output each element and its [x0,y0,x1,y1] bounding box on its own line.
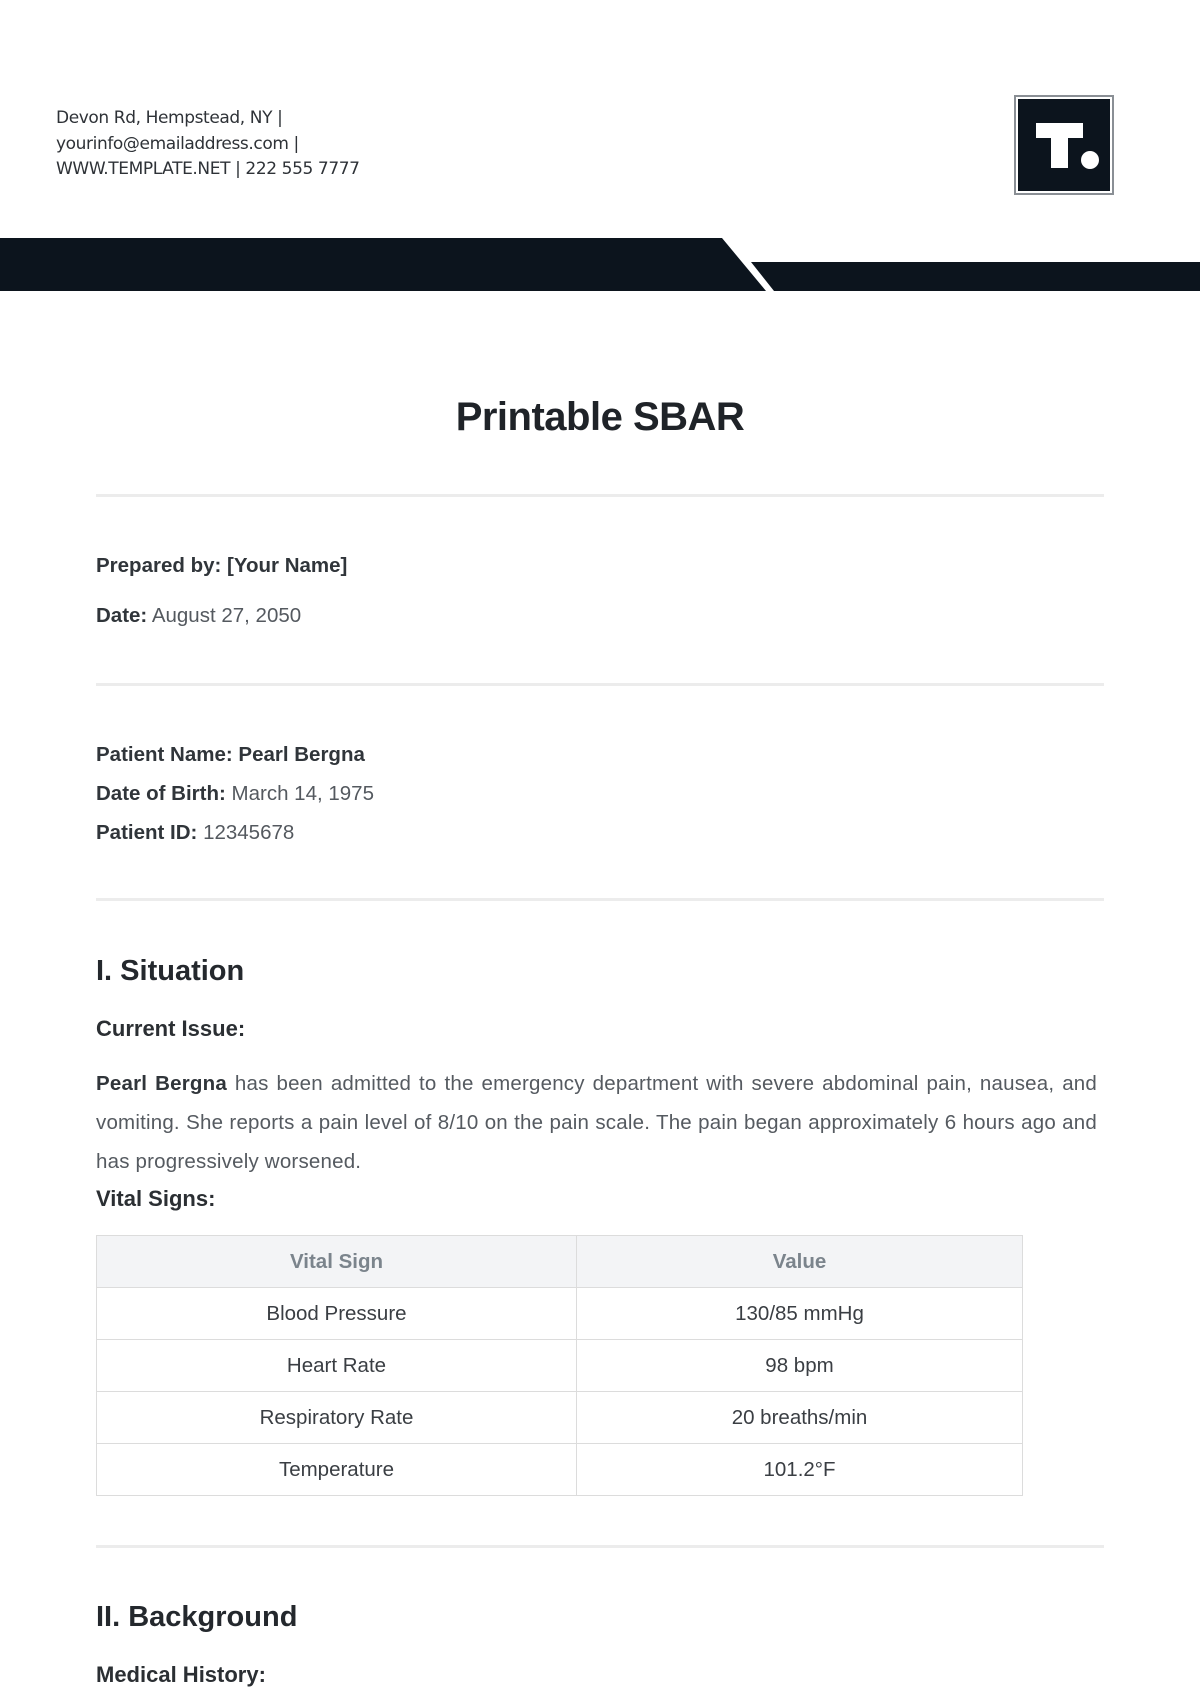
table-row [97,1444,1023,1496]
prepared-by-label: Prepared by: [Your Name] [96,554,348,577]
patient-name-bold: Pearl Bergna [96,1072,227,1095]
address-line: Devon Rd, Hempstead, NY | [56,108,283,128]
value-cell: 130/85 mmHg [577,1288,1023,1340]
divider [96,1545,1104,1548]
company-address [56,106,360,183]
page-title: Printable SBAR [455,395,745,439]
date-label: Date: [96,604,148,627]
divider [96,683,1104,686]
table-row [97,1340,1023,1392]
column-header-vital-sign: Vital Sign [97,1236,577,1288]
patient-dob [96,782,374,806]
logo-t-icon [1018,99,1110,191]
document-date [96,604,301,628]
table-row [97,1392,1023,1444]
patient-id [96,821,294,845]
dob-value: March 14, 1975 [225,782,374,805]
medical-history-label: Medical History: [96,1662,266,1687]
patient-id-label: Patient ID: [96,821,198,844]
section-heading-situation: I. Situation [96,955,245,987]
prepared-by [96,554,347,578]
column-header-value: Value [577,1236,1023,1288]
vital-signs-table [96,1235,1023,1496]
situation-text: has been admitted to the emergency department with severe abdominal pain, nausea, and vomiting. She reports a pain level of 8/10 on the pain scale. The pain began approximately 6 hours ago and has progressively worsened. [96,1072,1098,1173]
company-logo [1014,95,1114,195]
value-cell: 98 bpm [577,1340,1023,1392]
dob-label: Date of Birth: [96,782,226,805]
value-cell: 20 breaths/min [577,1392,1023,1444]
patient-name-label: Patient Name: Pearl Bergna [96,743,365,766]
current-issue-label: Current Issue: [96,1016,246,1041]
section-heading-background: II. Background [96,1601,298,1633]
vital-sign-cell: Heart Rate [97,1340,577,1392]
table-header-row [97,1236,1023,1288]
vital-sign-cell: Respiratory Rate [97,1392,577,1444]
email-line: yourinfo@emailaddress.com | [56,133,299,154]
vital-sign-cell: Temperature [97,1444,577,1496]
situation-paragraph [96,1064,1097,1181]
patient-name [96,743,365,767]
date-value: August 27, 2050 [147,604,302,627]
vital-signs-label: Vital Signs: [96,1186,216,1211]
vital-sign-cell: Blood Pressure [97,1288,577,1340]
patient-id-value: 12345678 [197,821,295,844]
divider [96,494,1104,497]
table-row [97,1288,1023,1340]
divider [96,898,1104,901]
header-band [0,238,1200,292]
website-phone-line: WWW.TEMPLATE.NET | 222 555 7777 [56,159,360,179]
value-cell: 101.2°F [577,1444,1023,1496]
